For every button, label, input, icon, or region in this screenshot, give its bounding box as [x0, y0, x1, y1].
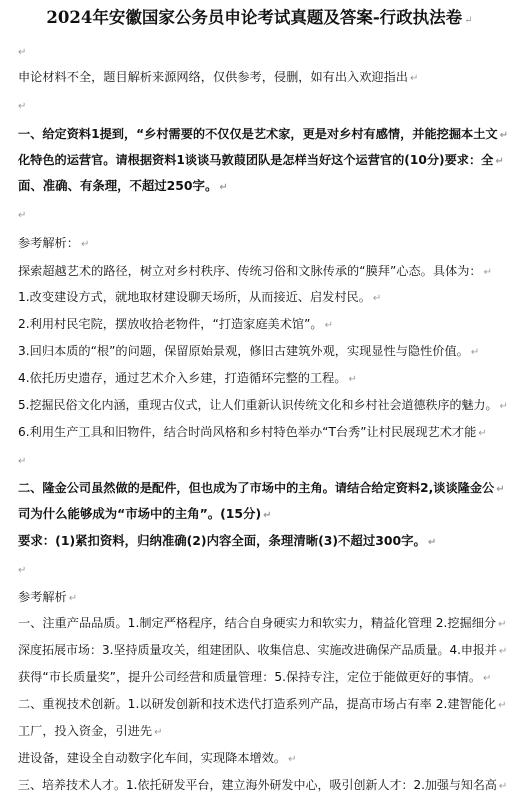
text-line — [18, 288, 511, 308]
text-line — [18, 532, 511, 552]
blank-paragraph — [18, 205, 511, 225]
line-text: 探索超越艺术的路径，树立对乡村秩序、传统习俗和文脉传承的“膜拜”心态。具体为： — [18, 264, 482, 278]
line-text: 申论材料不全，题目解析来源网络，仅供参考，侵删，如有出入欢迎指出 — [18, 70, 408, 84]
paragraph-mark-icon: ↵ — [348, 374, 357, 385]
paragraph-mark-icon: ↵ — [324, 320, 333, 331]
line-text: 三、培养技术人才。1.依托研发平台，建立海外研发中心，吸引创新人才：2.加强与知名高 — [18, 778, 497, 792]
text-line — [18, 776, 511, 796]
paragraph-mark-icon: ↵ — [464, 15, 473, 26]
text-line — [18, 234, 511, 254]
text-line — [18, 68, 511, 88]
text-line — [18, 505, 511, 525]
line-text: 面、准确、有条理，不超过250字。 — [18, 178, 218, 193]
text-line — [18, 479, 511, 499]
line-text: 5.挖掘民俗文化内涵，重现古仪式，让人们重新认识传统文化和乡村社会道德秩序的魅力。 — [18, 398, 498, 412]
text-line — [18, 342, 511, 362]
paragraph-mark-icon: ↵ — [498, 700, 507, 711]
paragraph-mark-icon: ↵ — [80, 239, 90, 250]
line-text: 司为什么能够成为“市场中的主角”。(15分) — [18, 506, 262, 521]
paragraph-mark-icon: ↵ — [495, 156, 504, 167]
paragraph-mark-icon: ↵ — [372, 293, 382, 304]
paragraph-mark-icon: ↵ — [470, 347, 480, 358]
text-line — [18, 125, 511, 145]
paragraph-mark-icon: ↵ — [18, 101, 27, 112]
text-line — [18, 177, 511, 197]
paragraph-mark-icon: ↵ — [478, 428, 487, 439]
paragraph-mark-icon: ↵ — [499, 401, 508, 412]
line-text: 进设备，建设全自动数字化车间，实现降本增效。 — [18, 751, 287, 765]
line-text: 化特色的运营官。请根据资料1谈谈马敦葭团队是怎样当好这个运营官的(10分)要求：全 — [18, 153, 494, 167]
text-line — [18, 641, 511, 661]
paragraph-mark-icon: ↵ — [496, 484, 505, 495]
line-text: 一、注重产品品质。1.制定严格程序，结合自身硬实力和软实力，精益化管理 2.挖掘细分 — [18, 616, 497, 630]
line-text: 一、给定资料1提到，“乡村需要的不仅仅是艺术家，更是对乡村有感情，并能挖掘本土文 — [18, 127, 498, 141]
paragraph-mark-icon: ↵ — [18, 456, 27, 467]
paragraph-mark-icon: ↵ — [288, 754, 297, 765]
blank-paragraph — [18, 42, 511, 62]
blank-paragraph — [18, 96, 511, 116]
line-text: 要求：(1)紧扣资料，归纳准确(2)内容全面，条理清晰(3)不超过300字。 — [18, 533, 426, 548]
text-line — [18, 668, 511, 688]
text-line — [18, 695, 511, 715]
text-line — [18, 588, 511, 608]
line-text: 参考解析 — [18, 590, 67, 604]
line-text: 参考解析： — [18, 236, 79, 250]
line-text: 4.依托历史遗存，通过艺术介入乡建，打造循环完整的工程。 — [18, 371, 347, 385]
paragraph-mark-icon: ↵ — [68, 593, 78, 604]
text-line — [18, 614, 511, 634]
paragraph-mark-icon: ↵ — [483, 267, 492, 278]
line-text: 获得“市长质量奖”，提升公司经营和质量管理：5.保持专注，定位于能做更好的事情。 — [18, 670, 482, 684]
paragraph-mark-icon: ↵ — [18, 565, 27, 576]
document-title: 2024年安徽国家公务员申论考试真题及答案-行政执法卷 ↵ — [46, 8, 473, 27]
text-line — [18, 369, 511, 389]
text-line — [18, 722, 511, 742]
paragraph-mark-icon: ↵ — [483, 673, 492, 684]
paragraph-mark-icon: ↵ — [18, 210, 27, 221]
line-text: 二、隆金公司虽然做的是配件，但也成为了市场中的主角。请结合给定资料2,谈谈隆金公 — [18, 481, 495, 495]
line-text: 深度拓展市场：3.坚持质量攻关，组建团队、收集信息、实施改进确保产品质量。4.申报并 — [18, 643, 497, 657]
line-text: 6.利用生产工具和旧物件，结合时尚风格和乡村特色举办“T台秀”让村民展现艺术才能 — [18, 425, 477, 439]
paragraph-mark-icon: ↵ — [219, 182, 228, 193]
paragraph-mark-icon: ↵ — [154, 727, 163, 738]
paragraph-mark-icon: ↵ — [498, 619, 507, 630]
paragraph-mark-icon: ↵ — [499, 130, 509, 141]
paragraph-mark-icon: ↵ — [410, 73, 419, 84]
line-text: 二、重视技术创新。1.以研发创新和技术迭代打造系列产品，提高市场占有率 2.建智能化 — [18, 697, 497, 711]
line-text: 2.利用村民宅院，摆放收拾老物件，“打造家庭美术馆”。 — [18, 317, 323, 331]
text-line — [18, 749, 511, 769]
blank-paragraph — [18, 451, 511, 471]
text-line — [18, 423, 511, 443]
line-text: 3.回归本质的“根”的问题，保留原始景观，修旧古建筑外观，实现显性与隐性价值。 — [18, 344, 469, 358]
line-text: 1.改变建设方式，就地取材建设聊天场所，从而接近、启发村民。 — [18, 290, 371, 304]
blank-paragraph — [18, 560, 511, 580]
text-line — [18, 151, 511, 171]
text-line — [18, 396, 511, 416]
paragraph-mark-icon: ↵ — [498, 646, 508, 657]
text-line — [18, 262, 511, 282]
paragraph-mark-icon: ↵ — [427, 537, 437, 548]
paragraph-mark-icon: ↵ — [498, 781, 508, 792]
text-line — [18, 315, 511, 335]
line-text: 工厂，投入资金，引进先 — [18, 724, 153, 738]
paragraph-mark-icon: ↵ — [18, 47, 27, 58]
paragraph-mark-icon: ↵ — [263, 510, 272, 521]
